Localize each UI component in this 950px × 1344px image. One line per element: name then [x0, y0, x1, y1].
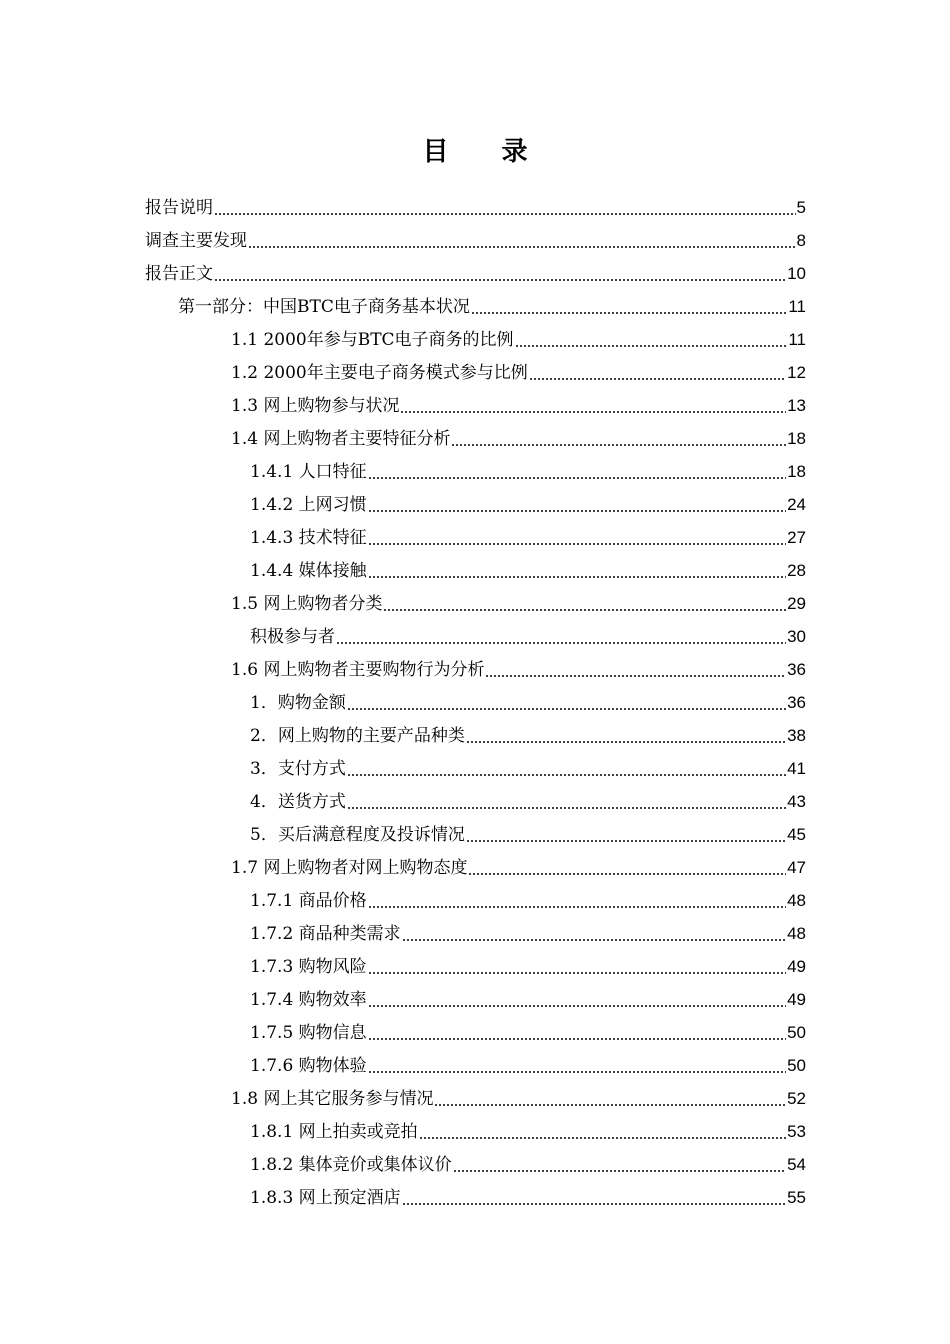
dot-leader [248, 246, 796, 248]
toc-entry[interactable] [250, 549, 806, 582]
toc-entry[interactable] [250, 450, 806, 483]
toc-entry-label: 1.7.6 购物体验 [250, 1056, 367, 1076]
toc-entry-label: 1.4.2 上网习惯 [250, 495, 367, 515]
dot-leader [468, 873, 786, 875]
toc-entry[interactable] [250, 879, 806, 912]
toc-entry-label: 报告说明 [145, 198, 213, 218]
dot-leader [453, 1170, 786, 1172]
toc-entry-label: 1.4.4 媒体接触 [250, 561, 367, 581]
dot-leader [347, 807, 786, 809]
toc-entry-page-number: 54 [787, 1155, 806, 1174]
toc-entry-label: 1.6 网上购物者主要购物行为分析 [231, 660, 485, 680]
dot-leader [368, 510, 786, 512]
toc-entry-label: 1.8.1 网上拍卖或竞拍 [250, 1122, 418, 1142]
toc-entry-page-number: 18 [787, 462, 806, 481]
toc-entry-page-number: 50 [787, 1023, 806, 1042]
toc-entry-label: 1.1 2000年参与BTC电子商务的比例 [231, 330, 514, 350]
toc-entry[interactable] [250, 615, 806, 648]
dot-leader [529, 378, 786, 380]
toc-entry-label: 1.4 网上购物者主要特征分析 [231, 429, 451, 449]
toc-entry-page-number: 36 [787, 693, 806, 712]
toc-entry[interactable] [250, 483, 806, 516]
toc-entry-page-number: 30 [787, 627, 806, 646]
toc-entry-page-number: 11 [788, 330, 806, 349]
toc-entry[interactable] [250, 681, 806, 714]
toc-entry-label: 3．支付方式 [250, 759, 346, 779]
toc-entry-label: 1.8 网上其它服务参与情况 [231, 1089, 434, 1109]
toc-entry-page-number: 41 [787, 759, 806, 778]
toc-entry[interactable] [231, 384, 806, 417]
toc-entry[interactable] [250, 1143, 806, 1176]
dot-leader [515, 345, 788, 347]
toc-entry-label: 4．送货方式 [250, 792, 346, 812]
toc-entry-page-number: 27 [787, 528, 806, 547]
dot-leader [419, 1137, 786, 1139]
dot-leader [368, 477, 786, 479]
toc-entry-label: 1.2 2000年主要电子商务模式参与比例 [231, 363, 528, 383]
dot-leader [451, 444, 786, 446]
toc-entry-page-number: 52 [787, 1089, 806, 1108]
dot-leader [336, 642, 786, 644]
dot-leader [400, 411, 786, 413]
toc-entry[interactable] [250, 945, 806, 978]
toc-entry[interactable] [145, 219, 806, 252]
toc-entry-page-number: 38 [787, 726, 806, 745]
toc-entry-page-number: 48 [787, 924, 806, 943]
dot-leader [214, 213, 796, 215]
toc-entry[interactable] [250, 1176, 806, 1209]
toc-entry[interactable] [231, 648, 806, 681]
toc-entry-label: 1.4.1 人口特征 [250, 462, 367, 482]
toc-entry[interactable] [250, 747, 806, 780]
toc-entry-label: 1.4.3 技术特征 [250, 528, 367, 548]
toc-entry-label: 1.7.3 购物风险 [250, 957, 367, 977]
toc-entry-page-number: 49 [787, 957, 806, 976]
toc-entry-page-number: 50 [787, 1056, 806, 1075]
toc-entry-page-number: 36 [787, 660, 806, 679]
toc-entry[interactable] [178, 285, 806, 318]
toc-entry-label: 1．购物金额 [250, 693, 346, 713]
toc-entry-page-number: 55 [787, 1188, 806, 1207]
dot-leader [214, 279, 786, 281]
toc-entry-label: 1.7.1 商品价格 [250, 891, 367, 911]
dot-leader [347, 708, 786, 710]
toc-entry-label: 1.8.3 网上预定酒店 [250, 1188, 401, 1208]
toc-entry[interactable] [145, 186, 806, 219]
toc-entry-page-number: 45 [787, 825, 806, 844]
toc-entry-page-number: 10 [787, 264, 806, 283]
toc-entry-label: 1.3 网上购物参与状况 [231, 396, 400, 416]
page-title: 目 录 [422, 137, 550, 167]
toc-entry-label: 积极参与者 [250, 627, 335, 647]
dot-leader [466, 840, 786, 842]
toc-entry-page-number: 29 [787, 594, 806, 613]
dot-leader [383, 609, 786, 611]
toc-entry[interactable] [250, 516, 806, 549]
toc-entry[interactable] [250, 813, 806, 846]
toc-entry-label: 1.7.2 商品种类需求 [250, 924, 401, 944]
toc-entry-label: 报告正文 [145, 264, 213, 284]
toc-entry-label: 1.7.5 购物信息 [250, 1023, 367, 1043]
toc-entry[interactable] [145, 252, 806, 285]
toc-entry[interactable] [250, 912, 806, 945]
toc-entry[interactable] [250, 1011, 806, 1044]
toc-entry-page-number: 48 [787, 891, 806, 910]
toc-entry-label: 1.7.4 购物效率 [250, 990, 367, 1010]
dot-leader [466, 741, 786, 743]
toc-entry-page-number: 53 [787, 1122, 806, 1141]
toc-entry[interactable] [231, 417, 806, 450]
toc-entry-page-number: 12 [787, 363, 806, 382]
toc-entry-label: 1.8.2 集体竞价或集体议价 [250, 1155, 452, 1175]
dot-leader [471, 312, 788, 314]
toc-entry-label: 1.5 网上购物者分类 [231, 594, 383, 614]
toc-entry[interactable] [231, 582, 806, 615]
toc-entry-label: 5．买后满意程度及投诉情况 [250, 825, 465, 845]
toc-entry-page-number: 43 [787, 792, 806, 811]
toc-entry-page-number: 5 [796, 198, 806, 217]
toc-entry[interactable] [250, 714, 806, 747]
toc-entry[interactable] [231, 846, 806, 879]
dot-leader [368, 576, 786, 578]
toc-entry-label: 2．网上购物的主要产品种类 [250, 726, 465, 746]
dot-leader [347, 774, 786, 776]
dot-leader [368, 543, 786, 545]
toc-entry-page-number: 49 [787, 990, 806, 1009]
dot-leader [368, 1071, 786, 1073]
dot-leader [368, 1038, 786, 1040]
dot-leader [434, 1104, 786, 1106]
toc-entry-page-number: 47 [787, 858, 806, 877]
toc-entry[interactable] [250, 1110, 806, 1143]
dot-leader [402, 1203, 786, 1205]
toc-entry-label: 1.7 网上购物者对网上购物态度 [231, 858, 468, 878]
toc-entry-page-number: 24 [787, 495, 806, 514]
toc-entry[interactable] [250, 1044, 806, 1077]
toc-entry[interactable] [231, 318, 806, 351]
toc-entry[interactable] [250, 780, 806, 813]
toc-entry-page-number: 18 [787, 429, 806, 448]
dot-leader [368, 972, 786, 974]
toc-entry-page-number: 8 [796, 231, 806, 250]
dot-leader [368, 1005, 786, 1007]
toc-entry-page-number: 13 [787, 396, 806, 415]
toc-entry-label: 第一部分：中国BTC电子商务基本状况 [178, 297, 470, 317]
toc-entry[interactable] [231, 1077, 806, 1110]
toc-entry[interactable] [250, 978, 806, 1011]
toc-entry-page-number: 11 [788, 297, 806, 316]
toc-entry[interactable] [231, 351, 806, 384]
dot-leader [485, 675, 786, 677]
dot-leader [368, 906, 786, 908]
toc-entry-page-number: 28 [787, 561, 806, 580]
dot-leader [402, 939, 786, 941]
toc-entry-label: 调查主要发现 [145, 231, 247, 251]
